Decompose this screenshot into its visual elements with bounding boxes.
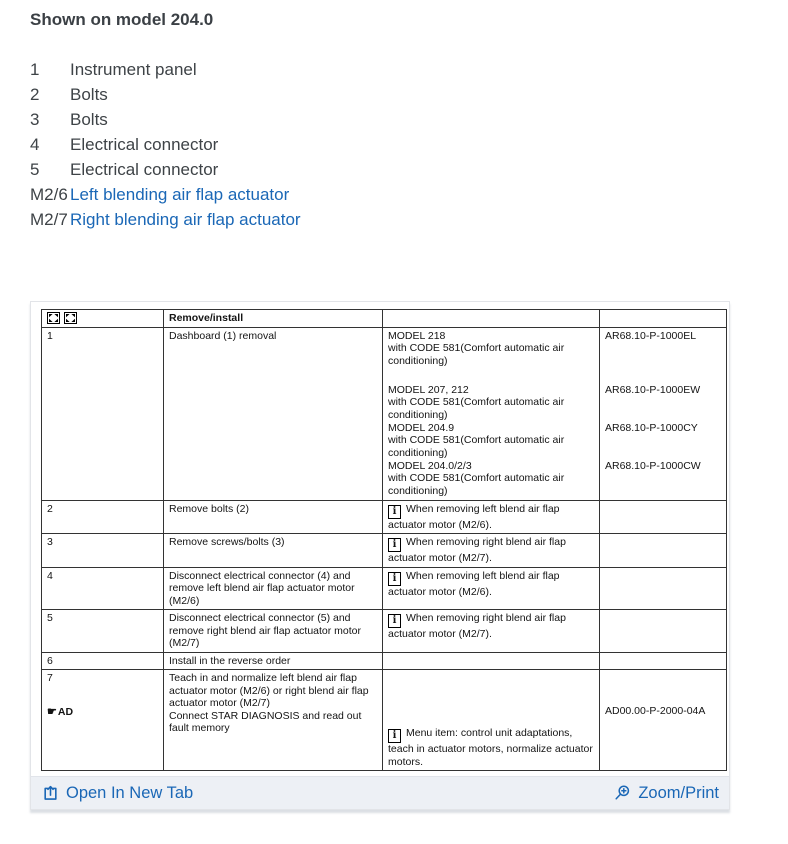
legend-label: 5 [30,160,40,179]
legend-text: Instrument panel [70,60,197,79]
info-note: i When removing right blend air flap actuator motor (M2/7). [388,612,566,640]
doc-code: AR68.10-P-1000CW [605,459,701,472]
left-blending-air-flap-actuator-link[interactable]: Left blending air flap actuator [70,185,290,204]
page [0,10,788,844]
info-icon: i [388,572,401,586]
step-action: Remove bolts (2) [164,500,383,534]
expand-arrows-icon[interactable] [64,312,77,324]
info-icon: i [388,729,401,743]
info-note: i When removing right blend air flap actuator motor (M2/7). [388,536,566,564]
step-action: Dashboard (1) removal [164,327,383,500]
pointing-hand-icon: ☛ [47,705,57,718]
doc-code: AR68.10-P-1000EW [605,383,701,396]
step-number: 3 [42,534,164,568]
legend-text: Electrical connector [70,135,219,154]
legend-item-5 [30,157,788,182]
legend-item-1 [30,57,788,82]
ad-reference: ☛AD [47,705,74,718]
doc-code: AR68.10-P-1000EL [605,329,697,342]
info-icon: i [388,538,401,552]
legend-label: 3 [30,110,40,129]
doc-code: AD00.00-P-2000-04A [605,705,706,717]
step-action: Install in the reverse order [164,652,383,670]
legend-item-2 [30,82,788,107]
model-block: MODEL 218 with CODE 581(Comfort automatic air conditioning) [388,329,565,367]
table-row [42,327,727,500]
table-row [42,500,727,534]
step-number: 7 [47,672,53,684]
legend-text: Electrical connector [70,160,219,179]
step-number: 4 [42,567,164,610]
step-action: Disconnect electrical connector (4) and remove left blend air flap actuator motor (M2/6) [164,567,383,610]
step-number: 2 [42,500,164,534]
page-title: Shown on model 204.0 [30,10,214,29]
step-action: Remove screws/bolts (3) [164,534,383,568]
legend-label: 1 [30,60,40,79]
expand-arrows-icon[interactable] [47,312,60,324]
legend-item-m2-6 [30,182,788,207]
procedure-table [41,309,727,771]
procedure-card [30,301,730,810]
table-row [42,652,727,670]
legend-item-3 [30,107,788,132]
magnifier-plus-icon [613,784,631,802]
step-number: 1 [42,327,164,500]
info-note: i When removing left blend air flap actuator motor (M2/6). [388,502,560,531]
procedure-table-wrap [31,302,729,776]
table-row [42,610,727,653]
legend-item-4 [30,132,788,157]
step-action-secondary: Connect STAR DIAGNOSIS and read out fault memory [169,709,362,734]
legend-label: M2/7 [30,210,68,229]
model-block: MODEL 207, 212 with CODE 581(Comfort automatic air conditioning) [388,383,565,421]
legend-text: Bolts [70,85,108,104]
info-note: i Menu item: control unit adaptations, teach in actuator motors, normalize actuator motors. [388,727,593,768]
legend-item-m2-7 [30,207,788,232]
right-blending-air-flap-actuator-link[interactable]: Right blending air flap actuator [70,210,301,229]
table-row [42,670,727,771]
zoom-print-link[interactable]: Zoom/Print [613,784,719,803]
open-in-new-tab-icon [42,785,59,802]
info-note: i When removing left blend air flap actuator motor (M2/6). [388,569,560,598]
table-header-row [42,310,727,328]
step-action: Disconnect electrical connector (5) and remove right blend air flap actuator motor (M2/7) [164,610,383,653]
step-number: 5 [42,610,164,653]
legend-label: 2 [30,85,40,104]
legend-label: M2/6 [30,185,68,204]
model-block: MODEL 204.9 with CODE 581(Comfort automatic air conditioning) [388,421,565,459]
legend-text: Bolts [70,110,108,129]
legend [30,57,788,232]
doc-code: AR68.10-P-1000CY [605,421,698,434]
table-row [42,567,727,610]
info-icon: i [388,505,401,519]
legend-label: 4 [30,135,40,154]
viewer-footer-bar [31,776,729,809]
step-number: 6 [42,652,164,670]
table-header-remove-install: Remove/install [164,310,383,328]
open-in-new-tab-link[interactable]: Open In New Tab [42,784,193,803]
table-row [42,534,727,568]
model-block: MODEL 204.0/2/3 with CODE 581(Comfort automatic air conditioning) [388,459,565,497]
step-action: Teach in and normalize left blend air flap actuator motor (M2/6) or right blend air flap actuator motor (M2/7) [169,672,369,709]
info-icon: i [388,614,401,628]
